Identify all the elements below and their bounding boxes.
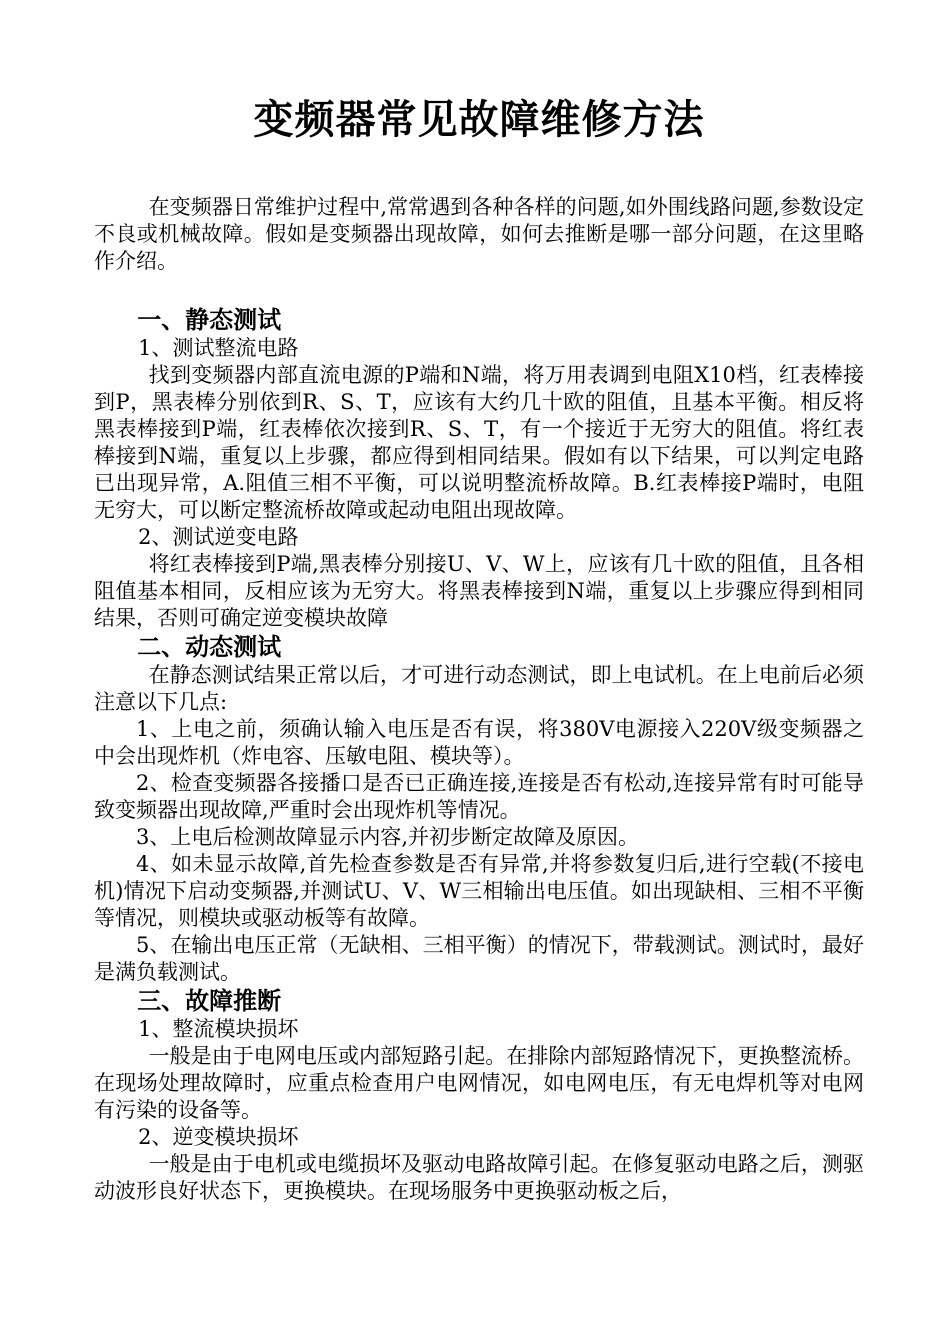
document-title: 变频器常见故障维修方法 [253, 96, 705, 143]
paragraph-inverter-test: 将红表棒接到P端,黑表棒分别接U、V、W上，应该有几十欧的阻值，且各相阻值基本相同，反相应该为无穷大。将黑表棒接到N端，重复以上步骤应得到相同结果，否则可确定逆变模块故障 [94, 552, 864, 630]
list-item: 5、在输出电压正常（无缺相、三相平衡）的情况下，带载测试。测试时，最好是满负载测试。 [94, 933, 864, 984]
list-item: 4、如未显示故障,首先检查参数是否有异常,并将参数复归后,进行空载(不接电机)情况下启动变频器,并测试U、V、W三相输出电压值。如出现缺相、三相不平衡等情况，则模块或驱动板等有故障。 [94, 852, 864, 930]
paragraph-rectifier-test: 找到变频器内部直流电源的P端和N端，将万用表调到电阻X10档，红表棒接到P，黑表棒分别依到R、S、T，应该有大约几十欧的阻值，且基本平衡。相反将黑表棒接到P端，红表棒依次接到R、S、T，有一个接近于无穷大的阻值。将红表棒接到N端，重复以上步骤，都应得到相同结果。假如有以下结果，可以判定电路已出现异常，A.阻值三相不平衡，可以说明整流桥故障。B.红表棒接P端时，电阻无穷大，可以断定整流桥故障或起动电阻出现故障。 [94, 363, 864, 522]
list-item: 2、检查变频器各接播口是否已正确连接,连接是否有松动,连接异常有时可能导致变频器出现故障,严重时会出现炸机等情况。 [94, 771, 864, 822]
subheading-rectifier-damage: 1、整流模块损坏 [138, 1017, 299, 1041]
subheading-inverter-damage: 2、逆变模块损坏 [138, 1125, 299, 1149]
section-heading-dynamic-test: 二、动态测试 [137, 632, 282, 661]
subheading-rectifier-test: 1、测试整流电路 [138, 336, 299, 360]
section-heading-static-test: 一、静态测试 [137, 305, 282, 334]
paragraph-dynamic-intro: 在静态测试结果正常以后，才可进行动态测试，即上电试机。在上电前后必须注意以下几点: [94, 663, 864, 714]
list-item: 3、上电后检测故障显示内容,并初步断定故障及原因。 [136, 825, 640, 849]
spacer [94, 275, 864, 305]
list-item: 1、上电之前，须确认输入电压是否有误，将380V电源接入220V级变频器之中会出现炸机（炸电容、压敏电阻、模块等）。 [94, 717, 864, 768]
intro-paragraph: 在变频器日常维护过程中,常常遇到各种各样的问题,如外围线路问题,参数设定不良或机械故障。假如是变频器出现故障，如何去推断是哪一部分问题，在这里略作介绍。 [94, 195, 864, 273]
paragraph-inverter-damage: 一般是由于电机或电缆损坏及驱动电路故障引起。在修复驱动电路之后，测驱动波形良好状态下，更换模块。在现场服务中更换驱动板之后， [94, 1152, 864, 1203]
paragraph-rectifier-damage: 一般是由于电网电压或内部短路引起。在排除内部短路情况下，更换整流桥。在现场处理故障时，应重点检查用户电网情况，如电网电压，有无电焊机等对电网有污染的设备等。 [94, 1044, 864, 1122]
subheading-inverter-test: 2、测试逆变电路 [138, 525, 299, 549]
section-heading-fault-diagnosis: 三、故障推断 [137, 986, 282, 1015]
document-body [94, 194, 864, 1205]
